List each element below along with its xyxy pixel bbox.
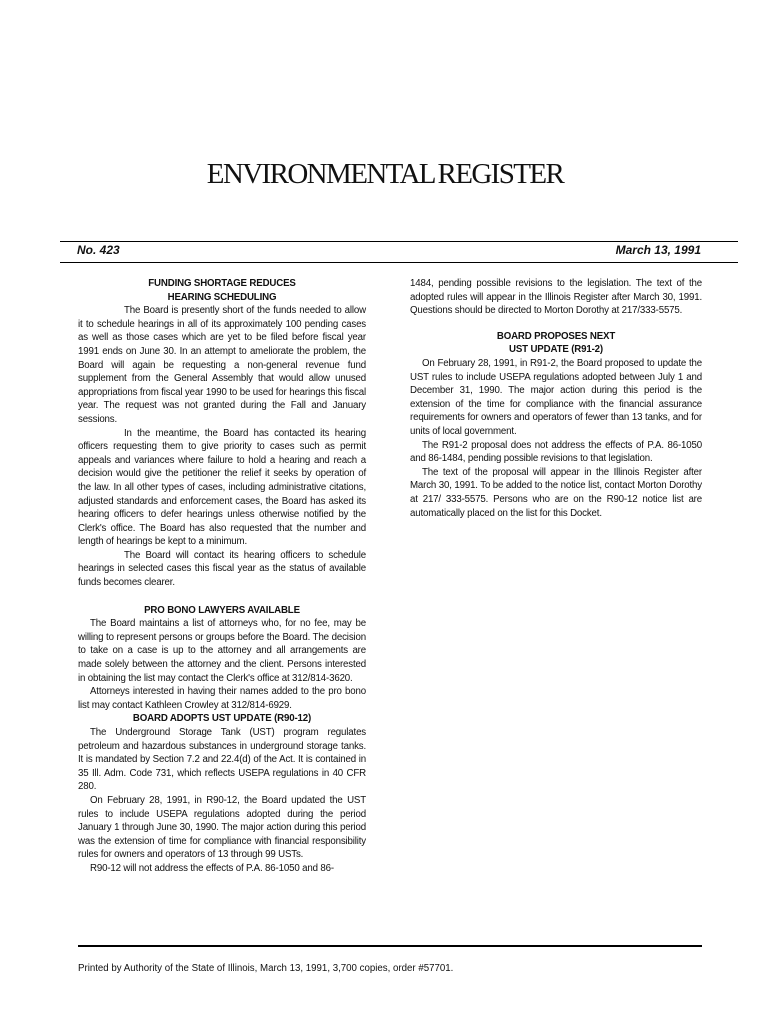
issue-date: March 13, 1991	[615, 243, 701, 257]
right-column	[410, 277, 702, 520]
probono-heading: PRO BONO LAWYERS AVAILABLE	[144, 604, 300, 616]
funding-paragraph: The Board is presently short of the funds needed to allow it to schedule hearings in all of its approximately 100 pending cases as well as those cases which are yet to be filed before fiscal year 1991 ends on June 30. In an attempt to ameliorate the problem, the Board will again be requesting a non-general revenue fund supplement from the General Assembly that would allow unused appropriations from fiscal year 1990 to be used for hearings this fiscal year. The request was not granted during the Fall and January sessions.	[78, 305, 366, 425]
probono-paragraph: Attorneys interested in having their names added to the pro bono list may contact Kathleen Crowley at 312/814-6929.	[78, 686, 366, 711]
ust9012-paragraph: The Underground Storage Tank (UST) program regulates petroleum and hazardous substances in underground storage tanks. It is mandated by Section 7.2 and 22.4(d) of the Act. It is contained in 35 Ill. Adm. Code 731, which reflects USEPA regulations in 40 CFR 280.	[78, 727, 366, 793]
footer-text: Printed by Authority of the State of Illinois, March 13, 1991, 3,700 copies, order #57701.	[78, 963, 454, 974]
funding-heading-line-2: HEARING SCHEDULING	[167, 291, 277, 303]
ust912-paragraph: The R91-2 proposal does not address the effects of P.A. 86-1050 and 86-1484, pending possible revisions to that legislation.	[410, 439, 702, 465]
probono-paragraph: The Board maintains a list of attorneys who, for no fee, may be willing to represent persons or groups before the Board. The decision to take on a case is up to the attorney and all arrangements are made solely between the attorney and the client. Persons interested in obtaining the list may contact the Clerk's office at 312/814-3620.	[78, 618, 366, 684]
ust9012-paragraph: On February 28, 1991, in R90-12, the Board updated the UST rules to include USEPA regulations adopted during the period January 1 through June 30, 1990. The major action during this period was the extension of time for compliance with financial responsibility rules for owners and operators of 13 through 99 USTs.	[78, 794, 366, 861]
ust912-heading-line-1: BOARD PROPOSES NEXT	[496, 330, 616, 342]
ust9012-paragraph: R90-12 will not address the effects of P.A. 86-1050 and 86-	[90, 862, 334, 874]
left-column	[78, 277, 366, 876]
issue-bar	[60, 241, 738, 263]
ust912-heading-line-2: UST UPDATE (R91-2)	[508, 344, 603, 356]
funding-paragraph: The Board will contact its hearing officers to schedule hearings in selected cases this fiscal year as the status of available funds becomes clearer.	[78, 549, 366, 589]
issue-number: No. 423	[77, 243, 120, 257]
footer-rule	[78, 945, 702, 947]
page-title: ENVIRONMENTAL REGISTER	[206, 158, 564, 190]
ust912-paragraph: The text of the proposal will appear in the Illinois Register after March 30, 1991. To be added to the notice list, contact Morton Dorothy at 217/ 333-5575. Persons who are on the R90-12 notice list are automatically placed on the list for this Docket.	[410, 466, 702, 519]
ust912-paragraph: On February 28, 1991, in R91-2, the Board proposed to update the UST rules to include USEPA regulations adopted between July 1 and December 31, 1990. The major action during this period is the extension of the time for compliance with the financial assurance requirements for owners and operators of fewer than 13 tanks, and for units of local government.	[410, 357, 702, 437]
ust9012-heading: BOARD ADOPTS UST UPDATE (R90-12)	[132, 713, 312, 725]
funding-heading-line-1: FUNDING SHORTAGE REDUCES	[148, 278, 296, 289]
ust9012-continuation: 1484, pending possible revisions to the legislation. The text of the adopted rules will appear in the Illinois Register after March 30, 1991. Questions should be directed to Morton Dorothy at 217/333-5575.	[410, 278, 702, 317]
funding-paragraph: In the meantime, the Board has contacted its hearing officers requesting them to give priority to cases such as permit appeals and variances where failure to hold a hearing and reach a decision would give the petitioner the relief it seeks by operation of the law. In all other types of cases, including administrative citations, adjusted standards and enforcement cases, the Board has asked its hearing officers to defer hearings unless otherwise notified by the Clerk's office. The Board has also requested that the number and length of hearings be kept to a minimum.	[78, 427, 366, 548]
